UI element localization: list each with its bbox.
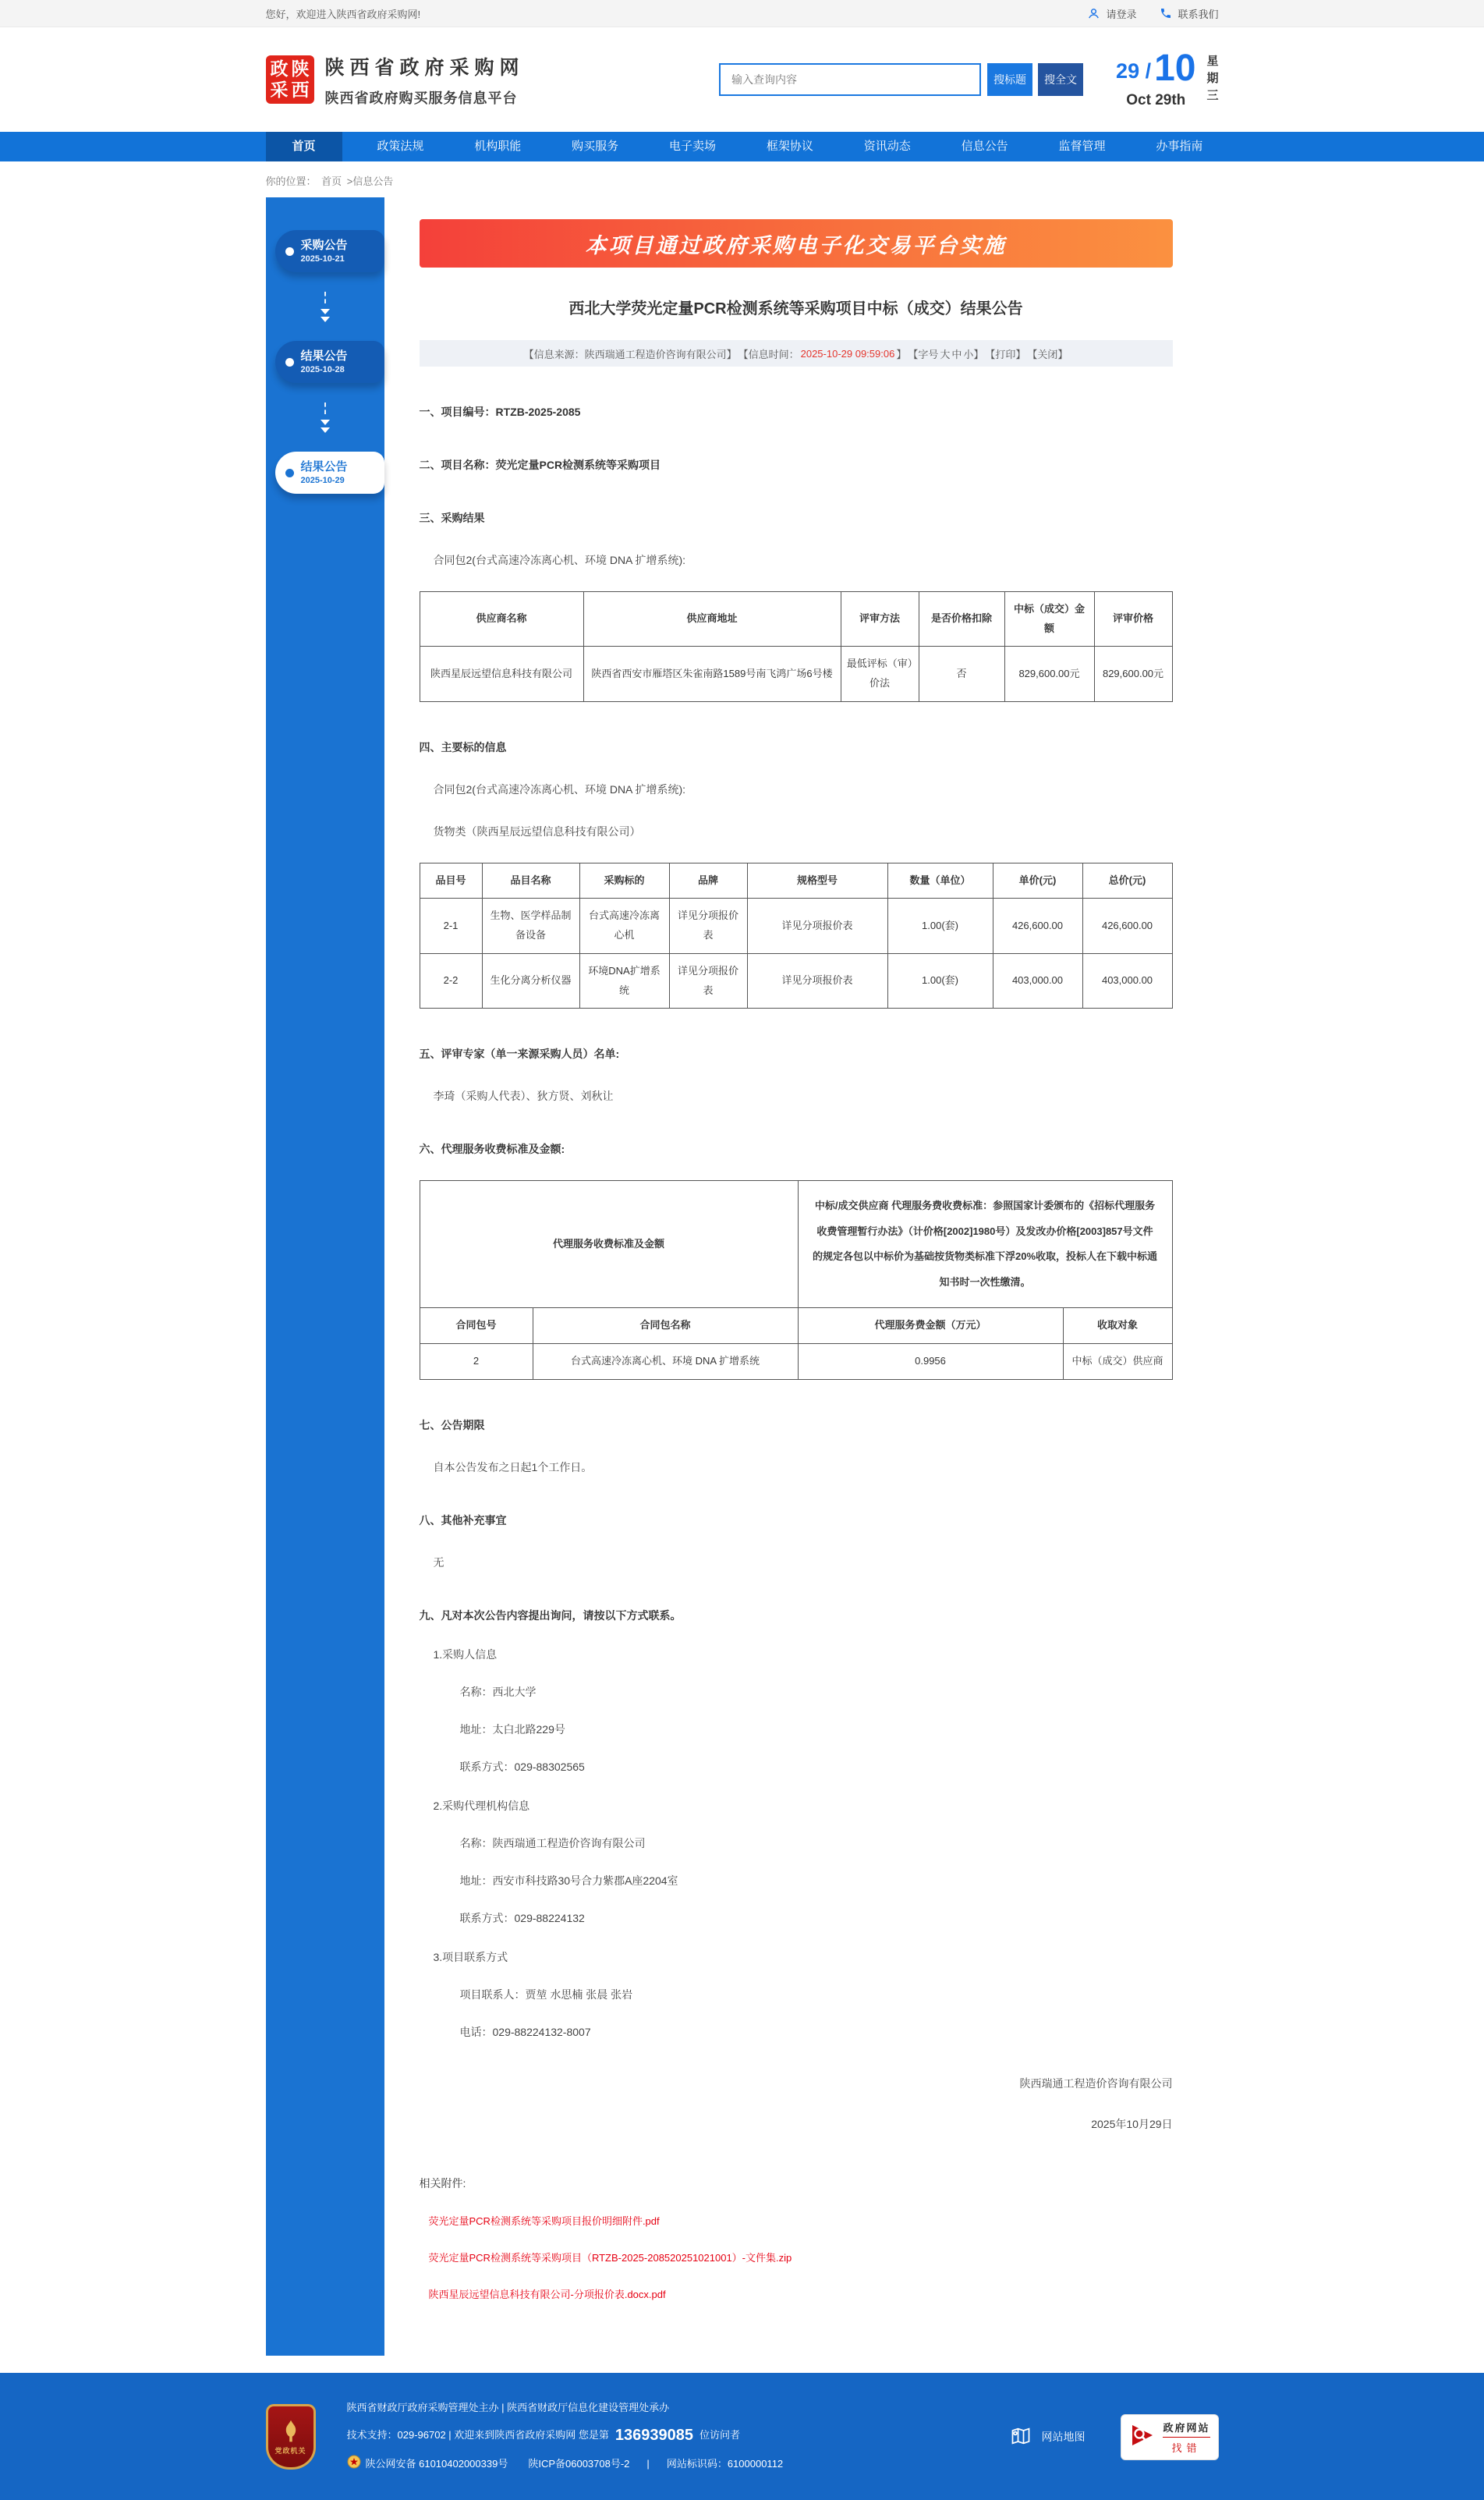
logo-char: 陕 bbox=[291, 59, 310, 79]
logo-char: 西 bbox=[291, 80, 310, 100]
table-cell: 829,600.00元 bbox=[1004, 647, 1094, 701]
contact-line: 名称：西北大学 bbox=[459, 1685, 537, 1698]
site-header bbox=[0, 27, 1484, 132]
table-cell: 1.00(套) bbox=[887, 953, 993, 1008]
down-arrow-icon bbox=[266, 272, 384, 341]
sitemap-link[interactable] bbox=[1010, 2425, 1085, 2449]
step-date: 2025-10-28 bbox=[300, 365, 345, 375]
table-row bbox=[420, 1181, 1172, 1308]
contact-line: 联系方式：029-88224132 bbox=[459, 1911, 585, 1924]
date-widget bbox=[1116, 50, 1218, 109]
contact-group-title: 3.项目联系方式 bbox=[433, 1950, 508, 1963]
column-header: 合同包名称 bbox=[533, 1308, 798, 1344]
party-government-emblem-icon bbox=[266, 2404, 316, 2470]
column-header: 单价(元) bbox=[993, 863, 1082, 899]
user-icon bbox=[1087, 7, 1100, 20]
column-header: 是否价格扣除 bbox=[919, 592, 1004, 647]
signature-agency: 陕西瑞通工程造价咨询有限公司 bbox=[1019, 2076, 1173, 2090]
column-header: 合同包号 bbox=[420, 1308, 533, 1344]
table-cell: 1.00(套) bbox=[887, 899, 993, 953]
attachment-link-quotation-pdf[interactable]: 荧光定量PCR检测系统等采购项目报价明细附件.pdf bbox=[428, 2215, 660, 2227]
gov-site-error-report-badge[interactable] bbox=[1121, 2414, 1218, 2460]
phone-icon bbox=[1160, 7, 1172, 20]
font-large-button[interactable]: 大 bbox=[940, 348, 951, 360]
signature-block bbox=[420, 2076, 1173, 2132]
error-report-flag-icon bbox=[1129, 2422, 1156, 2452]
weekday-char: 星 bbox=[1206, 55, 1219, 68]
section-other-heading: 八、其他补充事宜 bbox=[419, 1513, 507, 1527]
period-text: 自本公告发布之日起1个工作日。 bbox=[433, 1460, 593, 1473]
section-result-heading: 三、采购结果 bbox=[419, 512, 485, 524]
welcome-text: 您好，欢迎进入陕西省政府采购网! bbox=[265, 8, 421, 20]
column-header: 中标（成交）金额 bbox=[1004, 592, 1094, 647]
column-header: 品目名称 bbox=[482, 863, 579, 899]
column-header: 供应商名称 bbox=[420, 592, 583, 647]
subject-category-note: 货物类（陕西星辰远望信息科技有限公司） bbox=[433, 824, 641, 838]
breadcrumb-current: >信息公告 bbox=[346, 176, 394, 187]
emblem-label: 党政机关 bbox=[274, 2446, 306, 2455]
attachments-title: 相关附件: bbox=[419, 2176, 466, 2190]
search-title-button[interactable]: 搜标题 bbox=[987, 63, 1032, 96]
footer-divider: | bbox=[646, 2458, 650, 2470]
result-table bbox=[420, 591, 1173, 702]
table-cell: 生化分离分析仪器 bbox=[482, 953, 579, 1008]
table-row bbox=[420, 1343, 1172, 1379]
error-badge-title: 政府网站 bbox=[1163, 2421, 1210, 2434]
nav-item-framework[interactable]: 框架协议 bbox=[766, 140, 813, 153]
table-cell: 403,000.00 bbox=[993, 953, 1082, 1008]
contact-group-title: 1.采购人信息 bbox=[433, 1647, 498, 1661]
table-cell: 426,600.00 bbox=[993, 899, 1082, 953]
search-fulltext-button[interactable]: 搜全文 bbox=[1038, 63, 1083, 96]
nav-item-supervision[interactable]: 监督管理 bbox=[1058, 140, 1106, 153]
footer-support-text: 技术支持：029-96702 | 欢迎来到陕西省政府采购网 您是第 bbox=[346, 2428, 609, 2441]
step-dot bbox=[285, 469, 294, 477]
step-dot bbox=[285, 358, 294, 367]
timeline-sidebar bbox=[266, 197, 384, 2356]
main-nav bbox=[0, 132, 1484, 161]
table-cell: 台式高速冷冻离心机 bbox=[579, 899, 669, 953]
footer-organizer-line: 陕西省财政厅政府采购管理处主办 | 陕西省财政厅信息化建设管理处承办 bbox=[346, 2401, 670, 2413]
contact-group-title: 2.采购代理机构信息 bbox=[433, 1799, 530, 1812]
column-header: 数量（单位） bbox=[887, 863, 993, 899]
contact-line: 地址：太白北路229号 bbox=[459, 1722, 565, 1736]
login-link[interactable] bbox=[1087, 6, 1136, 21]
table-cell: 陕西星辰远望信息科技有限公司 bbox=[420, 647, 583, 701]
sidebar-step-procurement-notice[interactable] bbox=[275, 230, 384, 272]
site-subtitle: 陕西省政府购买服务信息平台 bbox=[324, 90, 518, 106]
platform-banner: 本项目通过政府采购电子化交易平台实施 bbox=[420, 219, 1173, 268]
subject-package-note: 合同包2(台式高速冷冻离心机、环境 DNA 扩增系统): bbox=[433, 782, 686, 796]
footer-visitors-suffix: 位访问者 bbox=[699, 2428, 741, 2441]
login-label: 请登录 bbox=[1106, 8, 1137, 20]
map-icon bbox=[1010, 2425, 1032, 2449]
table-cell: 426,600.00 bbox=[1082, 899, 1172, 953]
police-badge-icon bbox=[347, 2455, 361, 2474]
section-period-heading: 七、公告期限 bbox=[419, 1418, 485, 1431]
contact-line: 地址：西安市科技路30号合力紫郡A座2204室 bbox=[459, 1874, 678, 1887]
column-header: 代理服务费金额（万元） bbox=[798, 1308, 1063, 1344]
weekday-char: 期 bbox=[1206, 71, 1219, 85]
table-cell: 详见分项报价表 bbox=[747, 953, 887, 1008]
step-title: 结果公告 bbox=[300, 459, 348, 473]
contact-label: 联系我们 bbox=[1178, 8, 1219, 20]
footer-beian-link[interactable]: 陕公网安备 61010402000339号 bbox=[365, 2458, 508, 2470]
column-header: 供应商地址 bbox=[583, 592, 841, 647]
subject-table bbox=[420, 863, 1173, 1009]
date-english: Oct 29th bbox=[1126, 92, 1186, 108]
page-title: 西北大学荧光定量PCR检测系统等采购项目中标（成交）结果公告 bbox=[568, 300, 1023, 317]
table-cell: 详见分项报价表 bbox=[747, 899, 887, 953]
section-project-name: 二、项目名称：荧光定量PCR检测系统等采购项目 bbox=[419, 459, 661, 471]
step-date: 2025-10-29 bbox=[300, 476, 345, 486]
attachment-link-itemized-quotation[interactable]: 陕西星辰远望信息科技有限公司-分项报价表.docx.pdf bbox=[428, 2288, 666, 2300]
meta-time-close: 】 bbox=[896, 348, 907, 360]
breadcrumb-home[interactable]: 首页 bbox=[321, 176, 342, 187]
contact-link[interactable] bbox=[1160, 6, 1218, 21]
table-cell: 2 bbox=[420, 1343, 533, 1379]
article-meta-bar bbox=[420, 340, 1173, 367]
meta-time-label: 【信息时间： bbox=[738, 348, 799, 360]
print-button[interactable]: 【打印】 bbox=[985, 348, 1026, 360]
site-footer bbox=[0, 2373, 1484, 2500]
error-badge-action: 找错 bbox=[1171, 2441, 1202, 2454]
nav-item-e-marketplace[interactable]: 电子卖场 bbox=[669, 140, 717, 153]
column-header: 采购标的 bbox=[579, 863, 669, 899]
logo-char: 采 bbox=[270, 80, 289, 100]
step-title: 结果公告 bbox=[300, 349, 348, 363]
table-cell: 陕西省西安市雁塔区朱雀南路1589号南飞鸿广场6号楼 bbox=[583, 647, 841, 701]
footer-icp-link[interactable]: 陕ICP备06003708号-2 bbox=[528, 2458, 630, 2470]
column-header: 规格型号 bbox=[747, 863, 887, 899]
table-cell: 否 bbox=[919, 647, 1004, 701]
table-cell: 详见分项报价表 bbox=[669, 953, 747, 1008]
nav-item-purchase-services[interactable]: 购买服务 bbox=[572, 140, 619, 153]
date-weekday bbox=[1206, 53, 1218, 104]
contact-line: 联系方式：029-88302565 bbox=[459, 1760, 585, 1773]
table-cell: 0.9956 bbox=[798, 1343, 1063, 1379]
step-dot bbox=[285, 247, 294, 256]
table-cell: 最低评标（审）价法 bbox=[841, 647, 919, 701]
error-badge-divider bbox=[1163, 2437, 1210, 2438]
site-title: 陕西省政府采购网 bbox=[324, 56, 525, 79]
contact-line: 名称：陕西瑞通工程造价咨询有限公司 bbox=[459, 1836, 646, 1849]
date-day: 29 / bbox=[1116, 59, 1152, 83]
section-experts-heading: 五、评审专家（单一来源采购人员）名单: bbox=[419, 1048, 620, 1061]
meta-fontsize-label: 【字号 bbox=[908, 348, 939, 360]
column-header: 总价(元) bbox=[1082, 863, 1172, 899]
font-small-button[interactable]: 小】 bbox=[963, 348, 984, 360]
experts-names: 李琦（采购人代表）、狄方贤、刘秋让 bbox=[433, 1090, 614, 1103]
other-text: 无 bbox=[433, 1555, 444, 1569]
column-header: 品目号 bbox=[420, 863, 482, 899]
table-cell: 2-1 bbox=[420, 899, 482, 953]
table-cell: 详见分项报价表 bbox=[669, 899, 747, 953]
nav-item-guide[interactable]: 办事指南 bbox=[1156, 140, 1203, 153]
table-cell: 台式高速冷冻离心机、环境 DNA 扩增系统 bbox=[533, 1343, 798, 1379]
agency-fee-standard: 中标/成交供应商 代理服务费收费标准：参照国家计委颁布的《招标代理服务收费管理暂行办法》（计价格[2002]1980号）及发改办价格[2003]857号文件的规定各包以中标价为基础按货物类标准下浮20%收取，投标人在下载中标通知书时一次性缴清。 bbox=[798, 1181, 1172, 1308]
nav-item-functions[interactable]: 机构职能 bbox=[474, 140, 522, 153]
nav-item-announcements[interactable]: 信息公告 bbox=[961, 140, 1008, 153]
table-cell: 2-2 bbox=[420, 953, 482, 1008]
table-row bbox=[420, 953, 1172, 1008]
contact-line: 项目联系人：贾堃 水思楠 张晨 张岩 bbox=[459, 1988, 633, 2001]
section-subject-heading: 四、主要标的信息 bbox=[419, 740, 507, 754]
table-cell: 环境DNA扩增系统 bbox=[579, 953, 669, 1008]
section-project-number: 一、项目编号：RTZB-2025-2085 bbox=[419, 406, 581, 418]
attachment-link-fileset-zip[interactable]: 荧光定量PCR检测系统等采购项目（RTZB-2025-208520251021001）-文件集.zip bbox=[428, 2251, 792, 2264]
result-package-note: 合同包2(台式高速冷冻离心机、环境 DNA 扩增系统): bbox=[433, 554, 686, 566]
contact-line: 电话：029-88224132-8007 bbox=[459, 2025, 591, 2038]
logo-char: 政 bbox=[270, 59, 289, 79]
top-utility-bar bbox=[0, 0, 1484, 27]
step-date: 2025-10-21 bbox=[300, 254, 345, 264]
signature-date: 2025年10月29日 bbox=[1091, 2117, 1173, 2130]
nav-item-home[interactable]: 首页 bbox=[266, 132, 342, 161]
sidebar-step-result-notice-1[interactable] bbox=[275, 341, 384, 383]
agency-fee-label: 代理服务收费标准及金额 bbox=[420, 1181, 798, 1308]
close-button[interactable]: 【关闭】 bbox=[1027, 348, 1068, 360]
table-cell: 403,000.00 bbox=[1082, 953, 1172, 1008]
nav-item-policies[interactable]: 政策法规 bbox=[377, 140, 424, 153]
nav-item-news[interactable]: 资讯动态 bbox=[863, 140, 911, 153]
article-main bbox=[384, 197, 1220, 2356]
breadcrumb bbox=[266, 161, 1219, 197]
font-medium-button[interactable]: 中 bbox=[951, 348, 962, 360]
visitor-count: 136939085 bbox=[614, 2427, 693, 2445]
step-title: 采购公告 bbox=[300, 238, 348, 252]
agency-fee-table bbox=[420, 1180, 1173, 1379]
column-header: 品牌 bbox=[669, 863, 747, 899]
meta-source: 【信息来源：陕西瑞通工程造价咨询有限公司】 bbox=[523, 348, 737, 360]
section-contact-heading: 九、凡对本次公告内容提出询问，请按以下方式联系。 bbox=[419, 1608, 682, 1622]
search-input[interactable] bbox=[719, 63, 981, 96]
breadcrumb-label: 你的位置： bbox=[265, 176, 317, 187]
sidebar-step-result-notice-2[interactable] bbox=[275, 452, 384, 494]
table-cell: 829,600.00元 bbox=[1094, 647, 1172, 701]
table-cell: 中标（成交）供应商 bbox=[1063, 1343, 1172, 1379]
column-header: 评审价格 bbox=[1094, 592, 1172, 647]
footer-site-code: 网站标识码：6100000112 bbox=[666, 2458, 784, 2470]
table-row bbox=[420, 899, 1172, 953]
table-cell: 生物、医学样品制备设备 bbox=[482, 899, 579, 953]
down-arrow-icon bbox=[266, 383, 384, 452]
meta-time: 2025-10-29 09:59:06 bbox=[800, 347, 895, 360]
column-header: 收取对象 bbox=[1063, 1308, 1172, 1344]
section-agency-fee-heading: 六、代理服务收费标准及金额: bbox=[419, 1143, 565, 1156]
site-logo bbox=[266, 55, 314, 104]
date-month: 10 bbox=[1154, 48, 1196, 89]
sitemap-label: 网站地图 bbox=[1041, 2431, 1086, 2444]
search-bar bbox=[719, 63, 1083, 96]
table-row bbox=[420, 647, 1172, 701]
weekday-char: 三 bbox=[1206, 88, 1219, 102]
column-header: 评审方法 bbox=[841, 592, 919, 647]
